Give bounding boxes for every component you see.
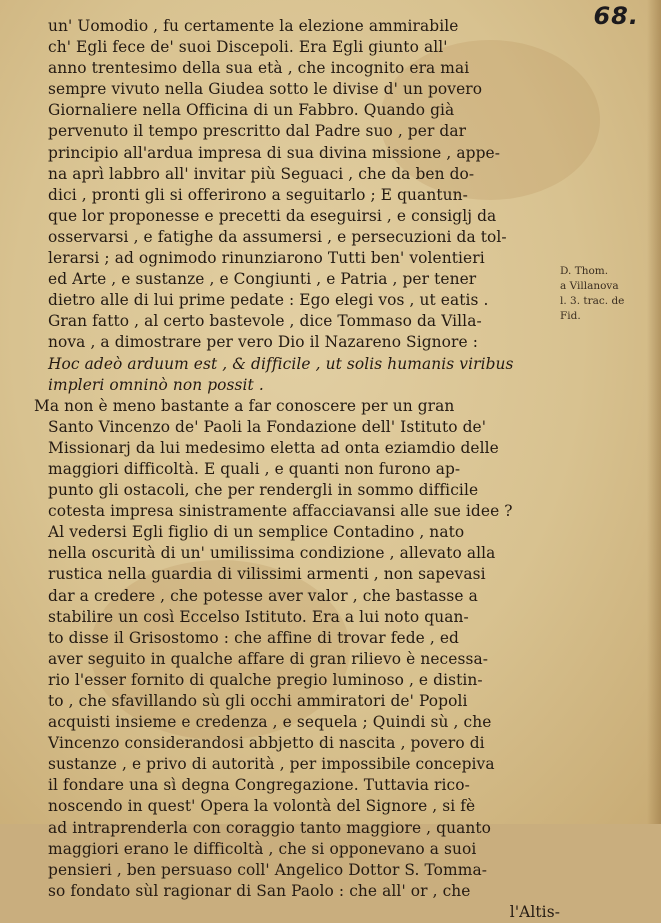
text-line: so fondato sùl ragionar di San Paolo : che all' or , che xyxy=(48,881,471,900)
latin-quote-line: impleri omninò non possit . xyxy=(48,375,264,394)
text-line: cotesta impresa sinistramente affacciavansi alle sue idee ? xyxy=(48,502,513,521)
text-line: Ma non è meno bastante a far conoscere per un gran xyxy=(34,396,455,415)
text-line: punto gli ostacoli, che per rendergli in sommo difficile xyxy=(48,481,479,500)
text-line: maggiori erano le difficoltà , che si opponevano a suoi xyxy=(48,839,477,858)
text-line: ch' Egli fece de' suoi Discepoli. Era Egli giunto all' xyxy=(48,38,448,57)
text-line: Giornaliere nella Officina di un Fabbro. Quando già xyxy=(48,101,455,120)
text-line: osservarsi , e fatighe da assumersi , e persecuzioni da tol- xyxy=(48,227,507,246)
text-line: rustica nella guardia di vilissimi armenti , non sapevasi xyxy=(48,565,486,584)
text-line: rio l'esser fornito di qualche pregio luminoso , e distin- xyxy=(48,670,483,689)
text-line: un' Uomodio , fu certamente la elezione ammirabile xyxy=(48,17,459,35)
text-line: noscendo in quest' Opera la volontà del Signore , si fè xyxy=(48,797,476,816)
text-line: stabilire un così Eccelso Istituto. Era a lui noto quan- xyxy=(48,607,469,626)
text-line: na aprì labbro all' invitar più Seguaci , che da ben do- xyxy=(48,164,475,183)
text-line: nova , a dimostrare per vero Dio il Nazareno Signore : xyxy=(48,333,478,352)
margin-note-line: Fid. xyxy=(560,310,581,322)
text-line: lerarsi ; ad ognimodo rinunziarono Tutti ben' volentieri xyxy=(48,249,485,268)
margin-note xyxy=(560,264,660,324)
text-line: acquisti insieme e credenza , e sequela ; Quindi sù , che xyxy=(48,713,492,732)
text-line: Al vedersi Egli figlio di un semplice Contadino , nato xyxy=(48,523,465,542)
margin-note-line: l. 3. trac. de xyxy=(560,295,625,307)
text-line: Santo Vincenzo de' Paoli la Fondazione dell' Istituto de' xyxy=(48,417,487,436)
text-column xyxy=(34,16,568,923)
page-edge-shadow xyxy=(647,0,661,824)
page-number: 68. xyxy=(593,2,639,30)
text-line: aver seguito in qualche affare di gran rilievo è necessa- xyxy=(48,649,489,668)
text-line: pervenuto il tempo prescritto dal Padre suo , per dar xyxy=(48,122,467,141)
text-line: il fondare una sì degna Congregazione. Tuttavia rico- xyxy=(48,776,470,795)
paragraph-2 xyxy=(34,396,568,902)
text-line: nella oscurità di un' umilissima condizione , allevato alla xyxy=(48,544,496,563)
text-line: Gran fatto , al certo bastevole , dice Tommaso da Villa- xyxy=(48,312,482,331)
margin-note-line: a Villanova xyxy=(560,280,619,292)
text-line: dici , pronti gli si offerirono a seguitarlo ; E quantun- xyxy=(48,185,468,204)
text-line: que lor proponesse e precetti da eseguirsi , e consiglj da xyxy=(48,206,497,225)
paragraph-1 xyxy=(48,16,568,396)
text-line: sempre vivuto nella Giudea sotto le divise d' un povero xyxy=(48,80,483,99)
text-line: principio all'ardua impresa di sua divina missione , appe- xyxy=(48,143,501,162)
text-line: to disse il Grisostomo : che affine di trovar fede , ed xyxy=(48,628,459,647)
margin-note-line: D. Thom. xyxy=(560,265,609,277)
latin-quote-line: Hoc adeò arduum est , & difficile , ut solis humanis viribus xyxy=(48,354,514,373)
text-line: ed Arte , e sustanze , e Congiunti , e Patria , per tener xyxy=(48,270,477,289)
text-line: Vincenzo considerandosi abbjetto di nascita , povero di xyxy=(48,734,485,753)
text-line: ad intraprenderla con coraggio tanto maggiore , quanto xyxy=(48,818,492,837)
text-line: Missionarj da lui medesimo eletta ad onta eziamdio delle xyxy=(48,438,499,457)
text-line: dietro alle di lui prime pedate : Ego elegi vos , ut eatis . xyxy=(48,291,489,310)
text-line: pensieri , ben persuaso coll' Angelico Dottor S. Tomma- xyxy=(48,860,488,879)
text-line: to , che sfavillando sù gli occhi ammiratori de' Popoli xyxy=(48,692,468,710)
text-line: dar a credere , che potesse aver valor , che bastasse a xyxy=(48,586,478,605)
text-line: anno trentesimo della sua età , che incognito era mai xyxy=(48,59,470,78)
text-line: sustanze , e privo di autorità , per impossibile concepiva xyxy=(48,755,495,774)
text-line: maggiori difficoltà. E quali , e quanti non furono ap- xyxy=(48,459,461,478)
catchword: l'Altis- xyxy=(509,902,560,921)
